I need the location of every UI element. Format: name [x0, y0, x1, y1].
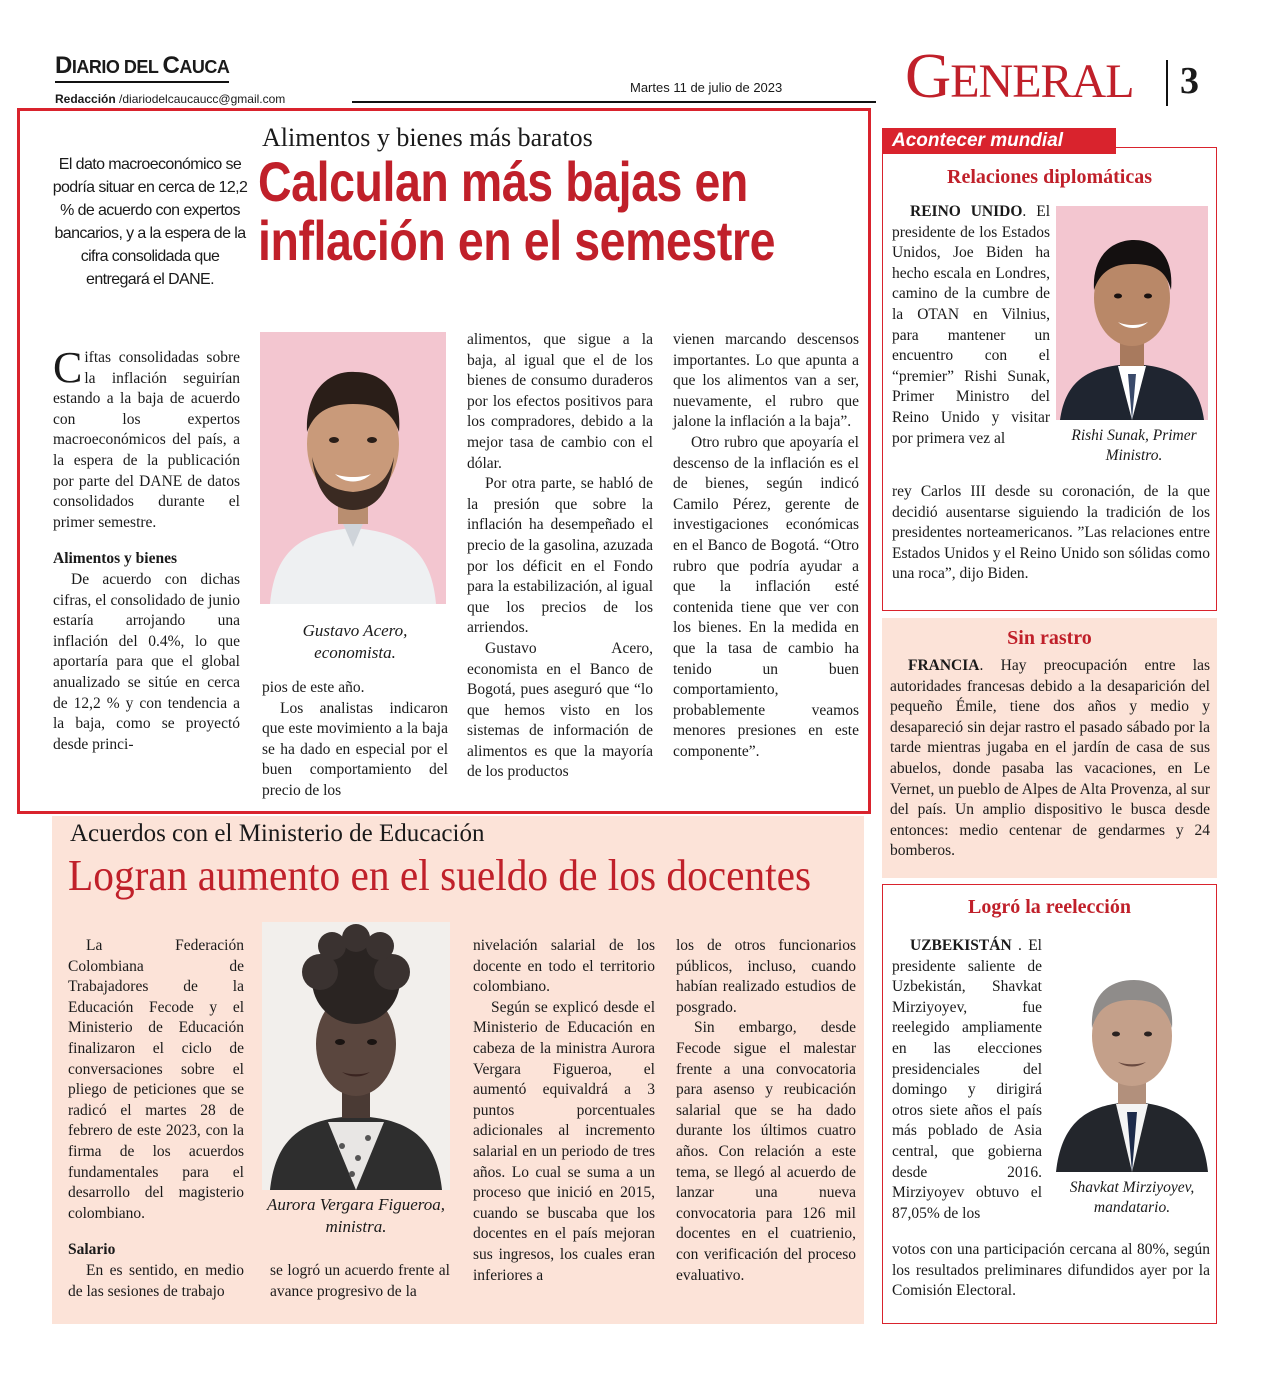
- photo-shavkat-mirziyoyev: [1054, 940, 1210, 1172]
- page-number: 3: [1180, 60, 1199, 102]
- issue-date: Martes 11 de julio de 2023: [630, 80, 783, 95]
- sidebar-france-headline: Sin rastro: [1007, 627, 1092, 649]
- redaccion-label: Redacción: [55, 92, 116, 106]
- redaccion-line: [55, 91, 285, 107]
- article2-column-2: [270, 1261, 450, 1302]
- article2-paragraph: nivelación salarial de los docente en todo el territorio colombiano.: [473, 937, 655, 996]
- article2-subhead: Salario: [68, 1241, 116, 1259]
- redaccion-email: /diariodelcaucaucc@gmail.com: [115, 92, 286, 106]
- article2-paragraph: se logró un acuerdo frente al avance progresivo de la: [270, 1262, 450, 1300]
- photo2-caption: Aurora Vergara Figueroa, ministra.: [266, 1195, 446, 1236]
- section-name: GENERAL: [905, 40, 1134, 111]
- article2-column-3: [473, 936, 655, 1286]
- article1-paragraph: Por otra parte, se habló de la presión que sobre la inflación ha desempeñado el precio de la gasolina, azuzada por los déficit en el Fondo para la estabilización, al igual que los precios de los arriendos.: [467, 475, 653, 637]
- section-divider: [1166, 60, 1168, 106]
- article2-column-1: [68, 936, 244, 1302]
- article2-kicker: Acuerdos con el Ministerio de Educación: [70, 820, 485, 847]
- article2-headline: Logran aumento en el sueldo de los docentes: [68, 851, 812, 900]
- article1-paragraph: Los analistas indicaron que este movimiento a la baja se ha dado en especial por el buen comportamiento del precio de los: [262, 699, 448, 799]
- masthead-rule: [352, 101, 876, 103]
- article1-paragraph: De acuerdo con dichas cifras, el consolidado de junio estaría arrojando una inflación del 0.4%, lo que aportaría para que el global anualizado se sitúe en cerca de 12,2 % y con tendencia a la baja, como se proyectó desde princi-: [53, 570, 240, 753]
- sidebar-section-tag: Acontecer mundial: [882, 128, 1116, 154]
- portrait-man-icon: [1054, 940, 1210, 1172]
- article2-column-4: [676, 936, 856, 1286]
- article1-paragraph: alimentos, que sigue a la baja, al igual que el de los bienes de consumo duraderos por los efectos positivos para los compradores, debido a la mejor tasa de cambio con el dólar.: [467, 331, 653, 472]
- sidebar-uk-text-continued: rey Carlos III desde su coronación, de la que decidió ausentarse siguiendo la tradición de los presidentes norteamericanos. ”Las relaciones entre Estados Unidos y el Reino Unido son sólidas como una roca”, dijo Biden.: [892, 483, 1210, 583]
- sidebar-uk-text: REINO UNIDO. El presidente de los Estados Unidos, Joe Biden ha hecho escala en Londres, camino de la cumbre de la OTAN en Vilnius, para mantener un encuentro con el “premier” Rishi Sunak, Primer Ministro del Reino Unido y visitar por primera vez al: [892, 203, 1051, 447]
- article1-paragraph: iftas consolidadas sobre la inflación seguirían estando a la baja de acuerdo con los expertos macroeconómicos del país, a la espera de la publicación por parte del DANE de datos consolidados durante el primer semestre.: [53, 349, 240, 531]
- sidebar-uk-lead: REINO UNIDO: [910, 203, 1023, 220]
- sidebar-uzbekistan-lead: UZBEKISTÁN: [910, 937, 1012, 954]
- article2-paragraph: los de otros funcionarios públicos, incluso, cuando habían realizado estudios de posgrado.: [676, 937, 856, 1016]
- article1-column-4: [673, 330, 859, 762]
- article1-paragraph: vienen marcando descensos importantes. Lo que apunta a que los alimentos van a ser, nuevamente, el rubro que jalone la inflación a la baja”.: [673, 331, 859, 431]
- dropcap: C: [53, 343, 83, 392]
- article1-paragraph: pios de este año.: [262, 679, 365, 696]
- photo3-caption: Rishi Sunak, Primer Ministro.: [1071, 427, 1197, 464]
- sidebar-france-text: FRANCIA. Hay preocupación entre las autoridades francesas debido a la desaparición del pequeño Émile, tiene dos años y medio y desapareció sin dejar rastro el pasado sábado por la tarde mientras jugaba en el jardín de casa de sus abuelos, donde pasaba las vacaciones, en Le Vernet, un pueblo de Alpes de Alta Provenza, al sur del país. Un amplio dispositivo le busca desde entonces: medio centenar de gendarmes y 24 bomberos.: [890, 657, 1210, 860]
- article1-kicker: Alimentos y bienes más baratos: [262, 123, 593, 152]
- photo-rishi-sunak: [1056, 206, 1208, 420]
- portrait-man-icon: [1056, 206, 1208, 420]
- article2-paragraph: La Federación Colombiana de Trabajadores de la Educación Fecode y el Ministerio de Educación finalizaron el ciclo de conversaciones sobre el pliego de peticiones que se radicó el martes 28 de febrero de este 2023, con la firma de los acuerdos fundamentales para el desarrollo del magisterio colombiano.: [68, 937, 244, 1222]
- sidebar-uzbekistan-headline: Logró la reelección: [968, 896, 1131, 918]
- photo1-caption: Gustavo Acero, economista.: [302, 621, 408, 662]
- photo4-caption: Shavkat Mirziyoyev, mandatario.: [1069, 1179, 1195, 1216]
- article1-paragraph: Gustavo Acero, economista en el Banco de Bogotá, pues aseguró que “lo que hemos visto en los sistemas de información de alimentos es que la mayoría de los productos: [467, 639, 653, 781]
- photo-gustavo-acero: [260, 332, 446, 604]
- sidebar-uzbekistan-text-continued: votos con una participación cercana al 80%, según los resultados preliminares difundidos ayer por la Comisión Electoral.: [892, 1241, 1210, 1300]
- article1-headline: Calculan más bajas en inflación en el semestre: [258, 150, 776, 272]
- article1-subhead: Alimentos y bienes: [53, 550, 177, 568]
- photo-aurora-vergara: [262, 922, 450, 1190]
- article1-column-1: [53, 343, 240, 755]
- sidebar-uzbekistan-text: UZBEKISTÁN . El presidente saliente de Uzbekistán, Shavkat Mirziyoyev, fue reelegido ampliamente en las elecciones presidenciales del domingo y dirigirá otros siete años el país más poblado de Asia central, que gobierna desde 2016. Mirziyoyev obtuvo el 87,05% de los: [892, 937, 1042, 1222]
- article2-paragraph: En es sentido, en medio de las sesiones de trabajo: [68, 1261, 244, 1300]
- article1-paragraph: Otro rubro que apoyaría el descenso de la inflación es el de bienes, según indicó Camilo Pérez, gerente de investigaciones económicas en el Banco de Bogotá. “Otro rubro que podría ayudar a que la inflación esté contenida tiene que ver con los bienes. En la medida en que la tasa de cambio ha tenido un buen comportamiento, probablemente veamos menores presiones en este componente”.: [673, 433, 859, 760]
- portrait-man-icon: [260, 332, 446, 604]
- article1-column-2: [262, 678, 448, 802]
- sidebar-uk-headline: Relaciones diplomáticas: [947, 166, 1152, 188]
- sidebar-france-lead: FRANCIA: [908, 657, 980, 674]
- article2-paragraph: Sin embargo, desde Fecode sigue el malestar frente a una convocatoria para asenso y reubicación salarial que se ha dado durante los últimos cuatro años. Con relación a este tema, se llegó al acuerdo de lanzar una nueva convocatoria para 126 mil docentes en el cuatrienio, con verificación del proceso evaluativo.: [676, 1019, 856, 1284]
- portrait-woman-icon: [262, 922, 450, 1190]
- article1-column-3: [467, 330, 653, 783]
- article1-summary: El dato macroeconómico se podría situar en cerca de 12,2 % de acuerdo con expertos bancarios, y a la espera de la cifra consolidada que entregará el DANE.: [52, 156, 248, 288]
- article2-paragraph: Según se explicó desde el Ministerio de Educación en cabeza de la ministra Aurora Vergara Figueroa, el aumentó equivaldrá a 3 puntos porcentuales adicionales al incremento salarial en un periodo de tres años. Lo cual se suma a un proceso que inició en 2015, cuando se buscaba que los docentes en el país mejoran sus ingresos, los cuales eran inferiores a: [473, 998, 655, 1284]
- newspaper-name: DIARIO DEL CAUCA: [55, 52, 229, 83]
